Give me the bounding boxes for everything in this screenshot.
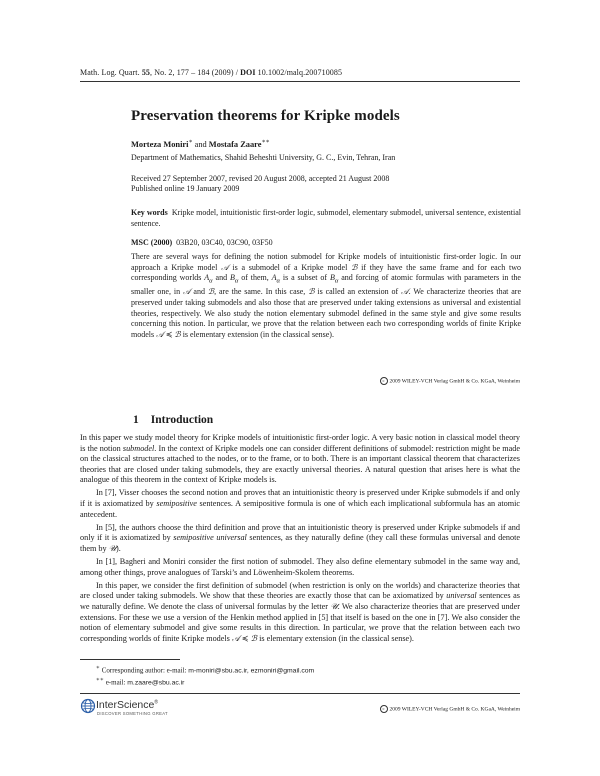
published-date: Published online 19 January 2009 — [131, 184, 240, 194]
section-heading — [133, 414, 213, 426]
header-rule — [80, 81, 520, 82]
footnote-2: ∗∗ e-mail: m.zaare@sbu.ac.ir — [96, 676, 185, 687]
doi-label: DOI — [240, 68, 256, 77]
paragraph: In this paper, we consider the first definition of submodel (when restriction is only on the worlds) and characterize theories that are closed under taking submodels. We show that these theories are exactly those that can be axiomatized by universal sentences as we naturally define. We denote the class of universal formulas by the letter 𝒰. We also characterize theories that are preserved under extensions. For these we use a version of the Henkin method applied in [5] that itself is based on the one in [7]. We also consider the notion of elementary submodel and give some results in this direction. In particular, we prove that the relation between each two corresponding worlds of finite Kripke models 𝒜 ≼ ℬ is elementary extension (in the classical sense). — [80, 580, 520, 643]
author-name: Mostafa Zaare — [208, 139, 262, 149]
paragraph: In this paper we study model theory for Kripke models of intuitionistic first-order logic. A very basic notion in classical model theory is the notion submodel. In the context of Kripke models one can consider different definitions of submodel: restriction might be made on the classical structures attached to the nodes, or to the frame, or to both. There is an important classical theorem that characterizes theories that are closed under taking submodels, they are exactly universal theories. A natural question that arises here is what the analogue of this theorem in the context of Kripke models is. — [80, 433, 521, 485]
logo-name: InterScience® — [96, 699, 159, 711]
footer-rule — [80, 693, 520, 694]
keywords — [131, 208, 521, 229]
email-link[interactable]: m-moniri@sbu.ac.ir, ezmoniri@gmail.com — [188, 667, 315, 675]
copyright-icon: c — [380, 705, 388, 713]
footnote-marker[interactable]: ∗ — [188, 139, 193, 145]
copyright-icon: c — [380, 377, 388, 385]
msc-label: MSC (2000) — [131, 238, 173, 247]
paragraph: In [5], the authors choose the third definition and prove that an intuitionistic theory is preserved under Kripke submodels if and only if it is axiomatized by semipositive universal sentences, as they naturally define (they call these formulas universal and denote them by 𝒰). — [80, 522, 521, 553]
journal-citation: Math. Log. Quart. 55, No. 2, 177 – 184 (2009) / DOI 10.1002/malq.200710085 — [80, 68, 343, 77]
msc-values: 03B20, 03C40, 03C90, 03F50 — [176, 238, 273, 247]
author-list: Morteza Moniri∗ and Mostafa Zaare∗∗ — [131, 139, 270, 149]
msc-codes — [131, 238, 273, 247]
author-name: Morteza Moniri — [131, 139, 189, 149]
email-link[interactable]: m.zaare@sbu.ac.ir — [127, 679, 185, 687]
keywords-label: Key words — [131, 208, 168, 217]
footnote-rule — [80, 659, 180, 660]
section-title: Introduction — [150, 414, 214, 426]
footnote-marker[interactable]: ∗∗ — [261, 139, 270, 145]
paragraph: In [1], Bagheri and Moniri consider the first notion of submodel. They also define elementary submodel in the same way and, among other things, prove analogues of Tarski’s and Löwenheim-Skolem theorems. — [80, 557, 520, 577]
volume: 55 — [141, 68, 151, 77]
logo-tagline: DISCOVER SOMETHING GREAT — [97, 711, 168, 716]
abstract-copyright: c 2009 WILEY-VCH Verlag GmbH & Co. KGaA, Weinheim — [380, 377, 520, 385]
footnote-1: ∗ Corresponding author: e-mail: m-moniri@sbu.ac.ir, ezmoniri@gmail.com — [96, 665, 315, 675]
footer-copyright: c 2009 WILEY-VCH Verlag GmbH & Co. KGaA, Weinheim — [380, 705, 520, 713]
globe-icon — [80, 698, 96, 714]
paragraph: In [7], Visser chooses the second notion and proves that an intuitionistic theory is preserved under Kripke submodels if and only if it is axiomatized by semipositive sentences. A semipositive formula is one of which each implicational subformula has an atomic antecedent. — [80, 488, 520, 519]
paper-title: Preservation theorems for Kripke models — [131, 108, 400, 124]
interscience-logo[interactable] — [80, 697, 180, 717]
publication-dates — [131, 174, 389, 194]
abstract-paragraph: There are several ways for defining the notion submodel for Kripke models of intuitionistic first-order logic. In our approach a Kripke model 𝒜 is a submodel of a Kripke model ℬ if they have the same frame and for each two corresponding worlds $A_\alpha$ and $B_\alpha$ of them, $A_\alpha$ is a subset of $B_\alpha$ and forcing of atomic formulas with parameters in the smaller one, in 𝒜 and ℬ, are the same. In this case, ℬ is called an extension of 𝒜. We characterize theories that are preserved under taking submodels and also those that are preserved under taking extensions as universal and existential theories, respectively. We also study the notion elementary submodel defined in the same style and give some results concerning this notion. In particular, we prove that the relation between each two corresponding worlds of finite Kripke models 𝒜 ≼ ℬ is elementary extension (in the classical sense). — [131, 252, 522, 339]
section-number: 1 — [133, 414, 139, 426]
doi-link[interactable]: 10.1002/malq.200710085 — [255, 68, 343, 77]
keywords-text: Kripke model, intuitionistic first-order logic, submodel, elementary submodel, universal sentence, existential sentence. — [131, 208, 522, 228]
introduction-body — [80, 433, 520, 644]
received-date: Received 27 September 2007, revised 20 August 2008, accepted 21 August 2008 — [131, 174, 390, 183]
footnotes — [80, 664, 314, 688]
affiliation: Department of Mathematics, Shahid Beheshti University, G. C., Evin, Tehran, Iran — [131, 153, 396, 162]
abstract — [131, 252, 521, 340]
